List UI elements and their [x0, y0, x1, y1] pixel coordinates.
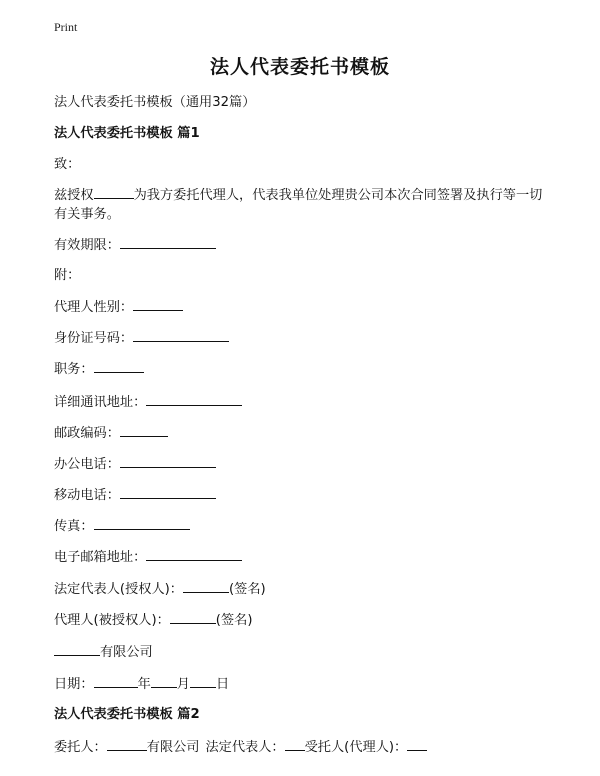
position-blank: [94, 360, 144, 373]
company-suffix: 有限公司: [100, 645, 153, 660]
fax-field: [54, 517, 190, 536]
fax-label: 传真：: [54, 519, 94, 534]
office-phone-label: 办公电话：: [54, 457, 120, 472]
office-phone-field: [54, 455, 216, 474]
gender-blank: [133, 298, 183, 311]
section2-legal-rep-label: 法定代表人：: [205, 740, 285, 755]
section2-client-line: [54, 738, 427, 757]
validity-blank: [120, 236, 216, 249]
print-link[interactable]: Print: [54, 20, 78, 34]
day-label: 日: [215, 677, 230, 692]
trustee-label: 受托人(代理人)：: [304, 740, 408, 755]
legal-rep-label: 法定代表人(授权人)：: [54, 582, 183, 597]
date-line: [54, 675, 229, 694]
gender-field: [54, 298, 183, 317]
company-line: [54, 643, 153, 662]
postcode-label: 邮政编码：: [54, 426, 120, 441]
auth-text: 为我方委托代理人，代表我单位处理贵公司本次合同签署及执行等一切有关事务。: [54, 188, 543, 222]
date-label: 日期：: [54, 677, 94, 692]
position-label: 职务：: [54, 362, 94, 377]
client-label: 委托人：: [54, 740, 107, 755]
section2-heading: 法人代表委托书模板 篇2: [54, 707, 200, 722]
agent-blank: [170, 611, 216, 624]
postcode-field: [54, 424, 168, 443]
trustee-blank: [407, 738, 427, 751]
section2-legal-rep-blank: [285, 738, 305, 751]
salutation: 致：: [54, 157, 81, 172]
position-field: [54, 360, 144, 379]
agent-label: 代理人(被授权人)：: [54, 613, 170, 628]
email-field: [54, 548, 242, 567]
mobile-blank: [120, 486, 216, 499]
document-subtitle: 法人代表委托书模板（通用32篇）: [54, 95, 256, 110]
address-blank: [146, 393, 242, 406]
attachment-label: 附：: [54, 268, 81, 283]
address-label: 详细通讯地址：: [54, 395, 147, 410]
gender-label: 代理人性别：: [54, 300, 134, 315]
mobile-field: [54, 486, 216, 505]
office-phone-blank: [120, 455, 216, 468]
year-label: 年: [137, 677, 151, 692]
postcode-blank: [120, 424, 168, 437]
fax-blank: [94, 517, 190, 530]
section1-heading: 法人代表委托书模板 篇1: [54, 126, 200, 141]
client-blank: [107, 738, 147, 751]
company-blank: [54, 643, 100, 656]
mobile-label: 移动电话：: [54, 488, 120, 503]
agent-signature: [54, 611, 252, 630]
legal-rep-signature: [54, 580, 266, 599]
id-number-label: 身份证号码：: [54, 331, 134, 346]
legal-rep-sign-label: (签名): [228, 582, 266, 597]
authorization-paragraph: [54, 186, 554, 224]
month-blank: [151, 675, 177, 688]
document-title: 法人代表委托书模板: [209, 56, 390, 78]
validity-label: 有效期限：: [54, 238, 120, 253]
legal-rep-blank: [183, 580, 229, 593]
auth-prefix: 兹授权: [54, 188, 94, 203]
id-number-blank: [133, 329, 229, 342]
client-company-suffix: 有限公司: [146, 740, 200, 755]
month-label: 月: [176, 677, 190, 692]
agent-sign-label: (签名): [215, 613, 253, 628]
address-field: [54, 393, 242, 412]
email-blank: [146, 548, 242, 561]
validity-field: [54, 236, 216, 255]
year-blank: [94, 675, 138, 688]
day-blank: [190, 675, 216, 688]
agent-name-blank: [94, 186, 134, 199]
id-number-field: [54, 329, 229, 348]
email-label: 电子邮箱地址：: [54, 550, 147, 565]
